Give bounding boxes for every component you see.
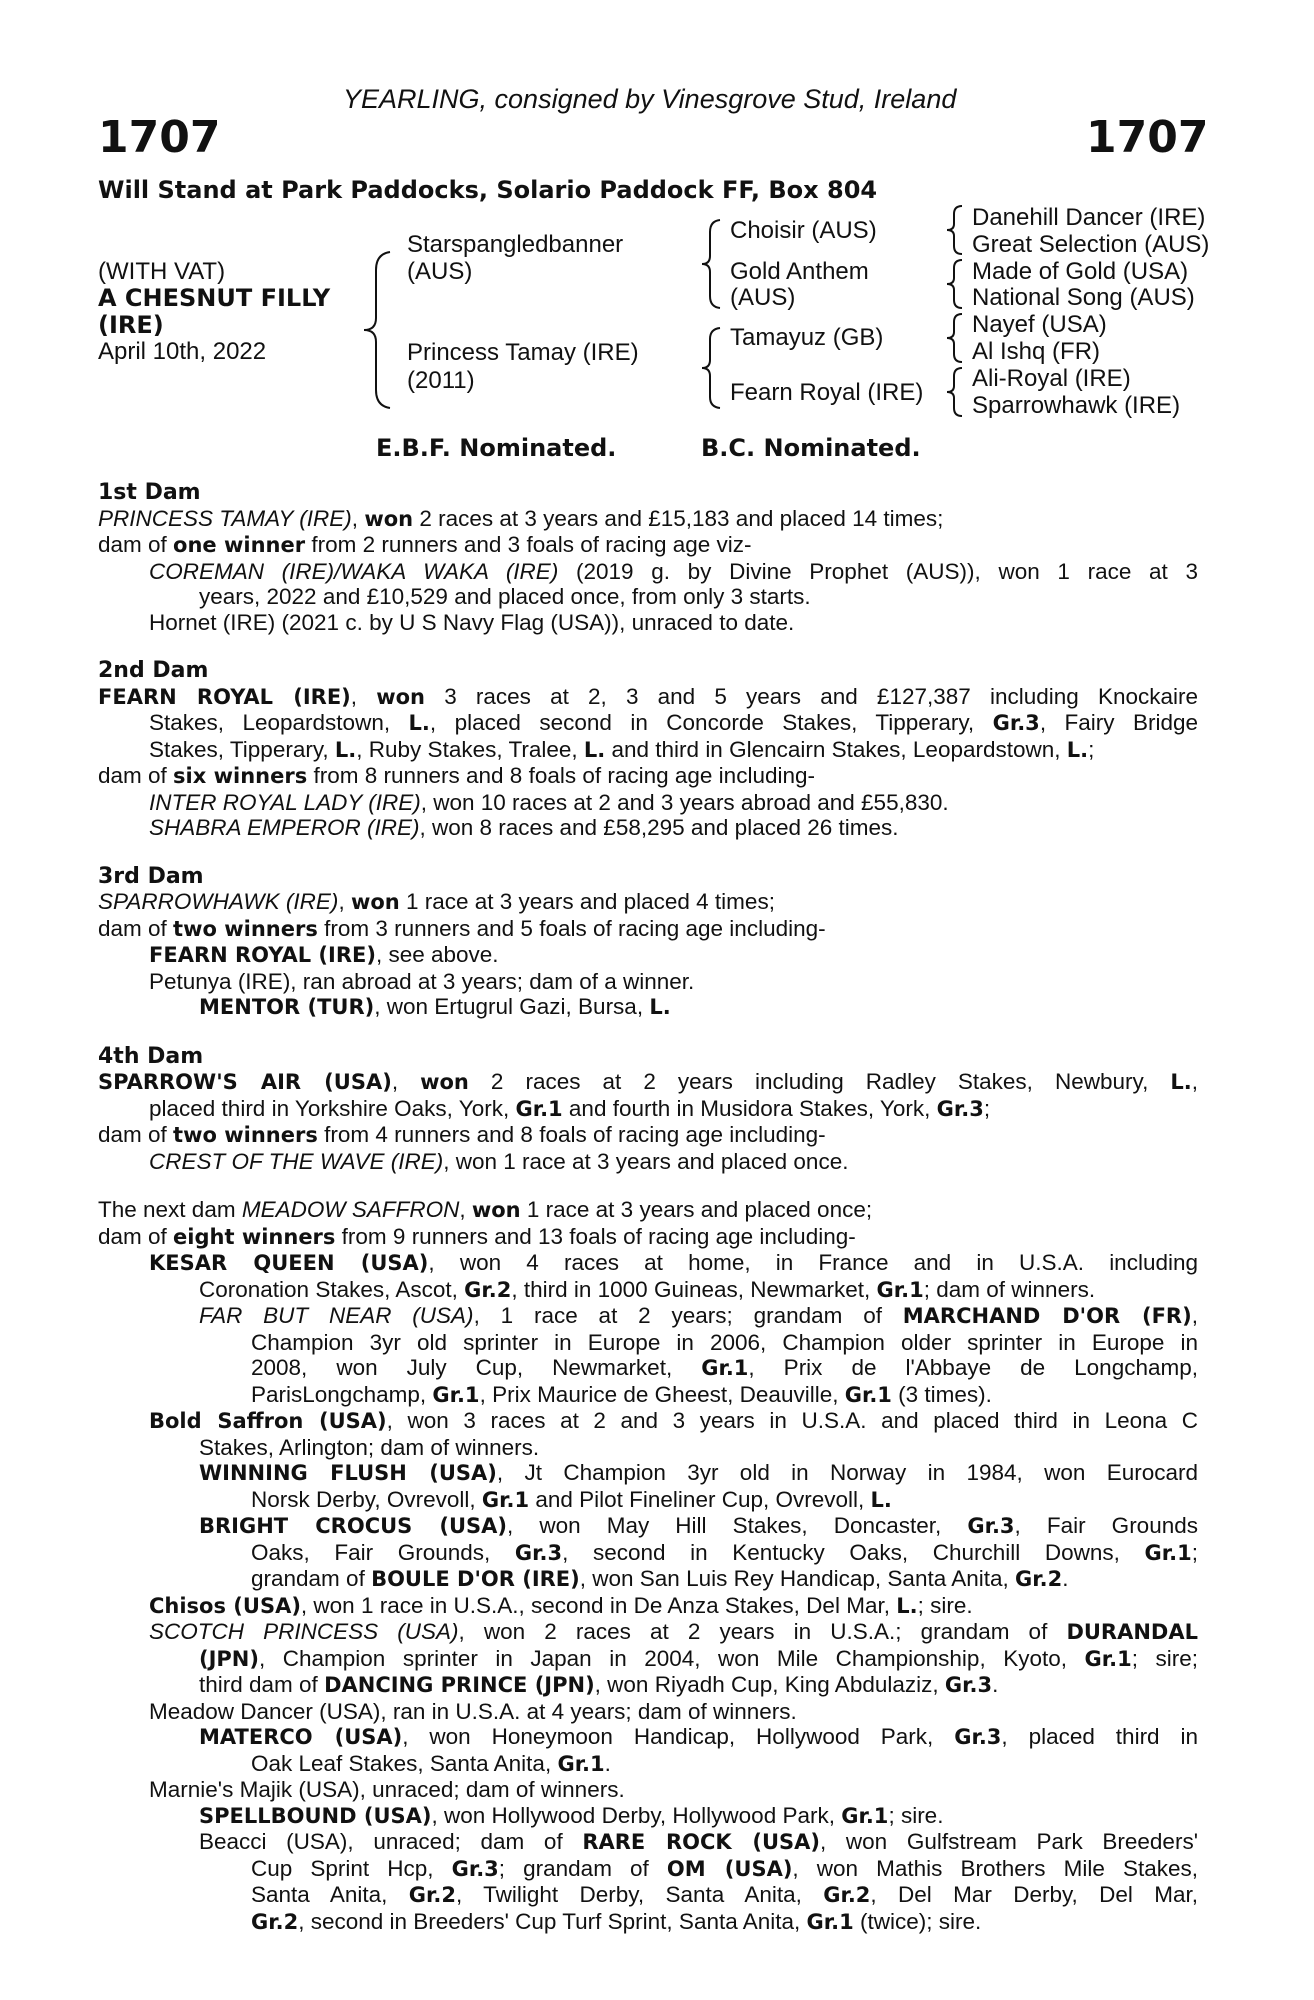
text-line [98,559,1198,585]
brace-dd [944,366,966,418]
text-run: Gr.3 [936,1096,984,1121]
text-line [98,710,1198,737]
text-line: Stakes, Arlington; dam of winners. [199,1434,540,1460]
text-run: from 9 runners and 13 foals of racing age including- [335,1223,856,1249]
text-run: from 3 runners and 5 foals of racing age including- [317,915,826,941]
text-run: Gr.2 [464,1277,512,1302]
text-run: (JPN) [199,1646,259,1671]
text-run: , placed third in [1001,1724,1199,1749]
text-run: L. [1066,737,1089,762]
section-heading: 1st Dam [98,480,201,505]
text-line: Hornet (IRE) (2021 c. by U S Navy Flag (USA)), unraced to date. [149,609,795,635]
text-run: CREST OF THE WAVE (IRE) [149,1148,444,1174]
text-run: , Champion sprinter in Japan in 2004, won Mile Championship, Kyoto, [258,1645,1085,1671]
text-run: won [376,684,426,709]
text-run: , won 4 races at home, in France and in U.S.A. including [428,1250,1199,1275]
text-run: Bold Saffron (USA) [149,1409,387,1433]
text-run: BRIGHT CROCUS (USA) [199,1514,508,1538]
text-run: Gr.3 [967,1514,1015,1538]
ebf-nomination: E.B.F. Nominated. [376,434,617,462]
text-line [98,1149,1198,1175]
text-run: MATERCO (USA) [199,1725,403,1749]
second-dam-section [98,658,1198,841]
text-run: , second in Breeders' Cup Turf Sprint, Santa Anita, [298,1908,807,1934]
text-run: WINNING FLUSH (USA) [199,1461,497,1485]
text-run: Beacci (USA), unraced; dam of [199,1829,583,1854]
third-dam-section [98,864,1198,1021]
text-run: Oaks, Fair Grounds, [251,1539,515,1565]
text-run: , Fair Grounds [1014,1513,1198,1538]
text-line [98,1250,1198,1277]
text-run: 2 races at 3 years and £15,183 and placed 14 times; [413,505,944,531]
text-run: Gr.1 [876,1277,924,1302]
text-run: , won 1 race in U.S.A., second in De Anza Stakes, Del Mar, [300,1592,897,1618]
text-run: , placed second in Concorde Stakes, Tipperary, [429,710,993,735]
text-run: , see above. [375,942,499,967]
horse-name-line2: (IRE) [98,311,164,339]
text-line [98,1355,1198,1382]
text-run: . [1062,1566,1069,1591]
text-run: , [459,1197,472,1222]
text-run: L. [896,1593,918,1618]
section-heading: 3rd Dam [98,863,204,889]
text-run: FEARN ROYAL (IRE) [98,684,351,709]
dam-dam-sire: Ali-Royal (IRE) [972,365,1131,392]
text-run: , Prix de l'Abbaye de Longchamp, [748,1355,1198,1380]
sire-name-line2: (AUS) [407,258,473,285]
text-run: won [420,1070,469,1094]
text-run: ; sire. [917,1592,973,1618]
sire-dam-line2: (AUS) [730,284,796,311]
text-run: , second in Kentucky Oaks, Churchill Downs, [562,1539,1145,1565]
text-line: years, 2022 and £10,529 and placed once, from only 3 starts. [199,584,811,609]
text-line [98,1882,1198,1909]
text-run: six winners [173,764,308,788]
text-run: ParisLongchamp, [251,1381,433,1407]
text-run: Gr.2 [823,1883,871,1907]
text-run: , won 3 races at 2 and 3 years in U.S.A. and placed third in Leona C [386,1408,1198,1433]
text-run: ; grandam of [498,1855,667,1881]
text-run: Stakes, Tipperary, [149,736,335,762]
text-run: from 4 runners and 8 foals of racing age including- [317,1122,826,1147]
lot-number-right: 1707 [1086,112,1209,163]
text-run: L. [1170,1070,1192,1094]
text-line [98,1096,1198,1123]
text-line [98,1829,1198,1856]
text-run: Gr.1 [1144,1540,1192,1565]
pedigree-body [98,480,1198,1935]
text-run: L. [408,711,430,735]
text-run: dam of [98,763,174,788]
text-line [98,1803,1198,1830]
sire-sire: Choisir (AUS) [730,217,877,244]
text-run: and Pilot Fineliner Cup, Ovrevoll, [529,1486,871,1512]
text-line [98,1487,1198,1514]
text-run: INTER ROYAL LADY (IRE) [149,789,421,815]
text-line [98,1724,1198,1751]
text-line [98,790,1198,816]
text-line [98,815,1198,841]
text-run: SPARROW'S AIR (USA) [98,1070,392,1094]
text-line [98,1408,1198,1435]
text-run: Gr.1 [515,1096,563,1121]
text-run: , third in 1000 Guineas, Newmarket, [511,1276,877,1302]
text-run: , Ruby Stakes, Tralee, [356,736,584,762]
text-run: DURANDAL [1066,1620,1198,1644]
text-line: Marnie's Majik (USA), unraced; dam of winners. [149,1777,625,1802]
text-run: 1 race at 3 years and placed 4 times; [399,889,775,914]
vat-note: (WITH VAT) [98,258,226,285]
dam-sire-dam: Al Ishq (FR) [972,338,1101,365]
pedigree-brace-main [360,250,396,410]
text-line [98,1619,1198,1646]
text-line [98,1513,1198,1540]
text-run: two winners [173,1123,318,1147]
sire-sire-dam: Great Selection (AUS) [972,231,1210,258]
text-run: SHABRA EMPEROR (IRE) [149,815,420,840]
dam-sire: Tamayuz (GB) [730,324,884,351]
text-run: , [351,505,365,531]
text-run: , won 1 race at 3 years and placed once. [443,1148,849,1174]
text-run: ; [983,1095,991,1121]
text-run: DANCING PRINCE (JPN) [324,1673,595,1697]
text-line [98,1069,1198,1096]
text-line [98,889,1198,916]
text-run: Gr.1 [481,1487,530,1512]
text-run: , [1191,1303,1198,1328]
text-run: Coronation Stakes, Ascot, [199,1276,465,1302]
text-run: (2019 g. by Divine Prophet (AUS)), won 1 race at 3 [558,558,1198,584]
text-run: third dam of [199,1672,325,1697]
dam-sire-sire: Nayef (USA) [972,311,1107,338]
fourth-dam-section [98,1044,1198,1175]
text-run: COREMAN (IRE)/WAKA WAKA (IRE) [149,558,559,584]
text-run: dam of [98,1122,174,1147]
text-run: , 1 race at 2 years; grandam of [473,1303,903,1328]
stand-location: Will Stand at Park Paddocks, Solario Paddock FF, Box 804 [98,176,878,204]
text-run: FEARN ROYAL (IRE) [149,943,376,967]
text-run: MARCHAND D'OR (FR) [902,1304,1192,1328]
text-run: Stakes, Leopardstown, [149,710,409,735]
text-run: The next dam [98,1197,242,1222]
text-line [98,1751,1198,1778]
text-run: and fourth in Musidora Stakes, York, [562,1095,937,1121]
brace-ds [944,312,966,364]
text-run: OM (USA) [666,1856,793,1881]
text-run: , [391,1069,421,1094]
text-run: two winners [173,916,318,941]
dam-parents-brace [700,326,724,410]
text-run: Gr.3 [992,711,1040,735]
text-run: , won Riyadh Cup, King Abdulaziz, [594,1672,945,1697]
text-run: Gr.3 [451,1856,499,1881]
text-line [98,1909,1198,1936]
text-run: , won 2 races at 2 years in U.S.A.; grandam of [458,1619,1067,1644]
brace-sd [944,258,966,310]
text-run: , [1191,1069,1198,1094]
text-run: , Jt Champion 3yr old in Norway in 1984, won Eurocard [496,1460,1198,1485]
text-line: Champion 3yr old sprinter in Europe in 2006, Champion older sprinter in Europe in [251,1329,1198,1355]
text-line [98,1646,1198,1673]
text-line [98,1672,1198,1699]
sire-name-line1: Starspangledbanner [407,231,624,258]
text-run: Gr.3 [954,1725,1002,1749]
text-line [98,1566,1198,1593]
text-run: , [350,683,377,709]
text-run: L. [334,737,357,762]
text-run: Gr.2 [408,1883,456,1907]
text-run: 3 races at 2, 3 and 5 years and £127,387 including Knockaire [425,683,1198,709]
sire-dam-line1: Gold Anthem [730,258,869,285]
text-run: Santa Anita, [251,1882,409,1907]
text-line [98,1122,1198,1149]
text-run: 2 races at 2 years including Radley Stakes, Newbury, [468,1069,1171,1094]
text-run: , won 10 races at 2 and 3 years abroad and £55,830. [420,789,949,815]
text-run: Gr.3 [514,1540,563,1565]
text-run: won [471,1198,521,1222]
sire-dam-dam: National Song (AUS) [972,284,1195,311]
text-run: dam of [98,1223,174,1249]
text-run: (twice); sire. [853,1908,982,1934]
text-line [98,1856,1198,1883]
text-run: one winner [173,533,306,557]
text-run: ; [1191,1539,1198,1565]
sire-dam-sire: Made of Gold (USA) [972,258,1189,285]
text-line [98,942,1198,969]
text-run: won [350,890,400,914]
text-run: KESAR QUEEN (USA) [149,1251,429,1275]
first-dam-section [98,480,1198,635]
text-line [98,1303,1198,1330]
text-run: from 8 runners and 8 foals of racing age including- [307,763,815,788]
text-run: SCOTCH PRINCESS (USA) [149,1619,459,1644]
text-run: SPARROWHAWK (IRE) [98,889,339,914]
text-run: MEADOW SAFFRON [241,1197,460,1222]
dam-dam: Fearn Royal (IRE) [730,379,924,406]
bc-nomination: B.C. Nominated. [701,434,921,462]
text-run: Oak Leaf Stakes, Santa Anita, [251,1750,558,1776]
sire-parents-brace [700,218,724,310]
text-run: , [338,889,351,914]
text-run: , won Mathis Brothers Mile Stakes, [792,1855,1198,1881]
text-run: , won Honeymoon Handicap, Hollywood Park, [402,1724,955,1749]
text-line [98,1593,1198,1620]
text-run: . [604,1750,611,1776]
text-line [98,532,1198,559]
dam-dam-dam: Sparrowhawk (IRE) [972,392,1181,419]
consignment-line: YEARLING, consigned by Vinesgrove Stud, Ireland [343,84,957,114]
text-run: MENTOR (TUR) [199,995,375,1019]
text-run: L. [870,1487,892,1512]
text-run: , won San Luis Rey Handicap, Santa Anita, [579,1566,1016,1591]
text-run: Cup Sprint Hcp, [251,1855,452,1881]
text-run: Gr.1 [841,1803,889,1828]
horse-name-line1: A CHESNUT FILLY [98,284,331,312]
text-run: L. [583,737,606,762]
text-run: Norsk Derby, Ovrevoll, [251,1486,482,1512]
text-run: RARE ROCK (USA) [582,1830,821,1854]
text-line [98,1540,1198,1567]
text-run: ; sire; [1131,1645,1198,1671]
text-run: Gr.1 [806,1909,854,1934]
text-run: Gr.2 [251,1909,299,1934]
text-run: ; sire. [888,1802,944,1828]
text-run: , won Hollywood Derby, Hollywood Park, [431,1802,842,1828]
text-run: , Del Mar Derby, Del Mar, [870,1882,1198,1907]
text-run: and third in Glencairn Stakes, Leopardstown, [605,736,1067,762]
text-run: Chisos (USA) [149,1593,301,1618]
text-run: , Fairy Bridge [1039,710,1198,735]
text-line [98,1224,1198,1251]
text-run: Gr.3 [944,1673,993,1697]
text-run: 2008, won July Cup, Newmarket, [251,1355,702,1380]
text-run: ; dam of winners. [923,1276,1096,1302]
text-run: ; [1088,736,1095,762]
text-line [98,737,1198,764]
text-line [98,1382,1198,1409]
text-run: Gr.1 [557,1751,605,1776]
text-run: dam of [98,532,174,557]
text-run: . [992,1672,999,1697]
text-run: L. [649,995,671,1019]
text-line [98,994,1198,1021]
text-run: , Prix Maurice de Gheest, Deauville, [479,1381,845,1407]
sire-sire-sire: Danehill Dancer (IRE) [972,204,1206,231]
text-line [98,916,1198,943]
section-heading: 2nd Dam [98,658,209,683]
text-line [98,684,1198,711]
text-run: Gr.1 [844,1382,892,1407]
text-run: BOULE D'OR (IRE) [371,1567,580,1591]
text-line: Meadow Dancer (USA), ran in U.S.A. at 4 years; dam of winners. [149,1698,797,1724]
text-line [98,1277,1198,1304]
text-run: Gr.1 [701,1356,749,1380]
text-run: , won Gulfstream Park Breeders' [820,1829,1198,1854]
text-line [98,1197,1198,1224]
text-run: Gr.1 [432,1382,480,1407]
lot-number-left: 1707 [98,112,221,163]
brace-ss [944,204,966,256]
text-run: , won Ertugrul Gazi, Bursa, [374,994,650,1019]
text-run: dam of [98,915,174,941]
text-run: SPELLBOUND (USA) [199,1803,432,1828]
text-line [98,1460,1198,1487]
text-run: FAR BUT NEAR (USA) [199,1303,474,1328]
text-run: 1 race at 3 years and placed once; [520,1197,873,1222]
text-line [98,763,1198,790]
dam-name-line2: (2011) [407,367,475,394]
text-run: (3 times). [891,1381,992,1407]
text-run: PRINCESS TAMAY (IRE) [98,505,352,531]
section-heading: 4th Dam [98,1043,204,1069]
text-run: , won 8 races and £58,295 and placed 26 times. [419,815,899,840]
text-run: Gr.2 [1015,1567,1063,1591]
dam-name-line1: Princess Tamay (IRE) [407,339,639,366]
text-line [98,506,1198,533]
foaling-date: April 10th, 2022 [98,338,267,365]
text-run: placed third in Yorkshire Oaks, York, [149,1095,516,1121]
text-run: won [364,506,414,531]
next-dam-section [98,1197,1198,1935]
text-run: eight winners [173,1224,336,1249]
text-run: , Twilight Derby, Santa Anita, [455,1882,824,1907]
text-line: Petunya (IRE), ran abroad at 3 years; dam of a winner. [149,968,695,994]
text-run: grandam of [251,1566,372,1591]
text-run: , won May Hill Stakes, Doncaster, [507,1513,968,1538]
text-run: from 2 runners and 3 foals of racing age viz- [305,532,752,557]
text-run: Gr.1 [1084,1646,1132,1671]
